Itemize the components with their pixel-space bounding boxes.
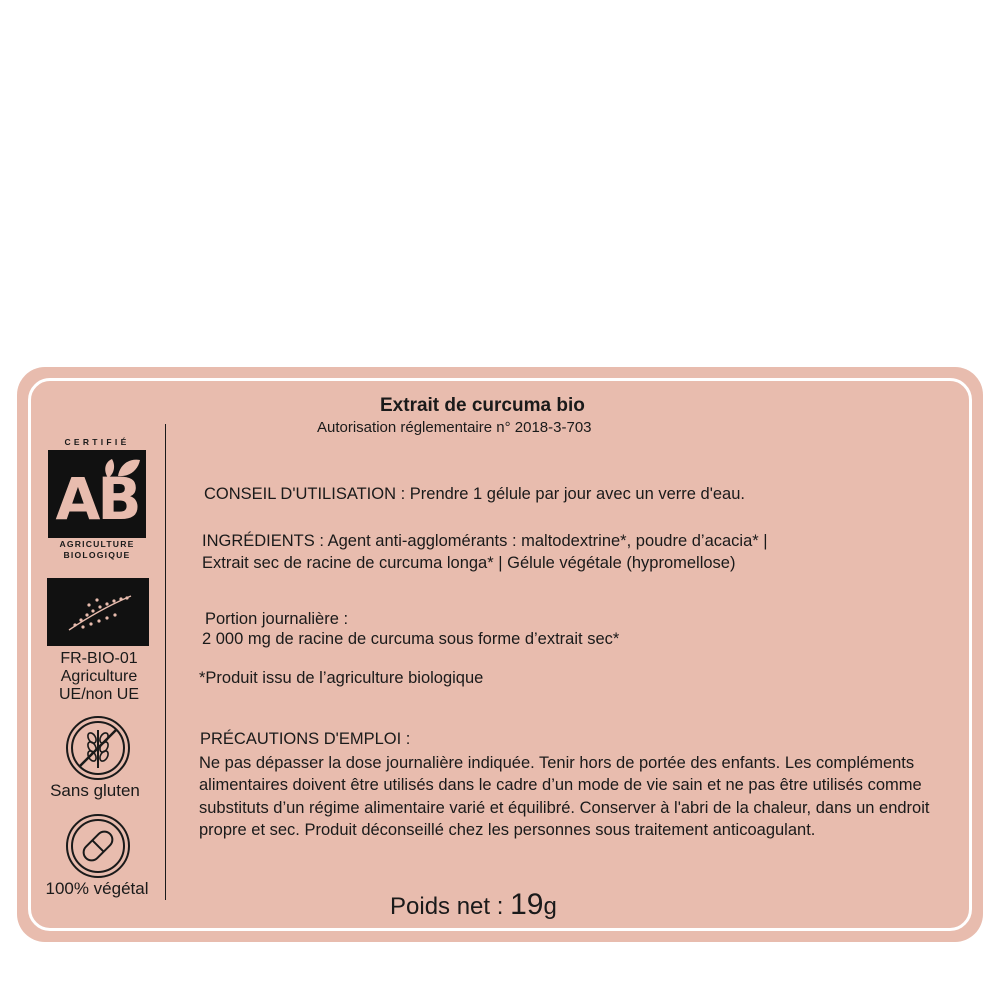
product-title: Extrait de curcuma bio xyxy=(380,395,585,416)
precautions-text: Ne pas dépasser la dose journalière indiquée. Tenir hors de portée des enfants. Les compléments alimentaires doivent être utilisés dans le cadre d’un mode de vie sain et ne pas être utilisés comme substituts d’un régime alimentaire varié et équilibré. Conserver à l'abri de la chaleur, dans un endroit propre et sec. Produit déconseillé chez les personnes sous traitement anticoagulant. xyxy=(199,754,930,840)
label-border xyxy=(28,378,972,931)
net-weight-unit: g xyxy=(543,893,557,920)
net-weight-value: 19 xyxy=(510,888,544,921)
net-weight-label: Poids net : xyxy=(390,893,511,920)
bio-code-line2: Agriculture xyxy=(60,668,138,685)
eu-organic-logo xyxy=(47,578,149,646)
product-label xyxy=(17,367,983,942)
bio-note: *Produit issu de l’agriculture biologique xyxy=(199,669,484,687)
ingredients-line2: Extrait sec de racine de curcuma longa* | Gélule végétale (hypromellose) xyxy=(202,554,736,572)
ingredients-line1: INGRÉDIENTS : Agent anti-agglomérants : maltodextrine*, poudre d’acacia* | xyxy=(202,532,768,550)
capsule-icon xyxy=(64,812,132,885)
bio-code-line1: FR-BIO-01 xyxy=(60,650,138,667)
usage-advice: CONSEIL D'UTILISATION : Prendre 1 gélule par jour avec un verre d'eau. xyxy=(204,485,745,503)
eu-organic-leaf-icon xyxy=(47,578,149,646)
portion-title: Portion journalière : xyxy=(205,610,349,628)
bio-code xyxy=(40,650,158,704)
portion-value: 2 000 mg de racine de curcuma sous forme d’extrait sec* xyxy=(202,630,620,648)
precautions-title: PRÉCAUTIONS D'EMPLOI : xyxy=(200,730,411,748)
authorisation-number: Autorisation réglementaire n° 2018-3-703 xyxy=(317,419,592,436)
ab-caption xyxy=(48,539,146,561)
ab-caption-line1: AGRICULTURE xyxy=(59,539,135,549)
gluten-free-icon xyxy=(64,714,132,787)
ab-certified-text: CERTIFIÉ xyxy=(64,437,130,447)
ab-caption-line2: BIOLOGIQUE xyxy=(63,550,131,560)
vegetal-label: 100% végétal xyxy=(45,879,149,898)
bio-code-line3: UE/non UE xyxy=(58,686,140,703)
ab-logo xyxy=(48,450,146,538)
ab-letters: AB xyxy=(55,465,139,533)
gluten-free-label: Sans gluten xyxy=(50,781,140,800)
net-weight xyxy=(390,888,557,922)
vertical-divider xyxy=(165,424,166,900)
